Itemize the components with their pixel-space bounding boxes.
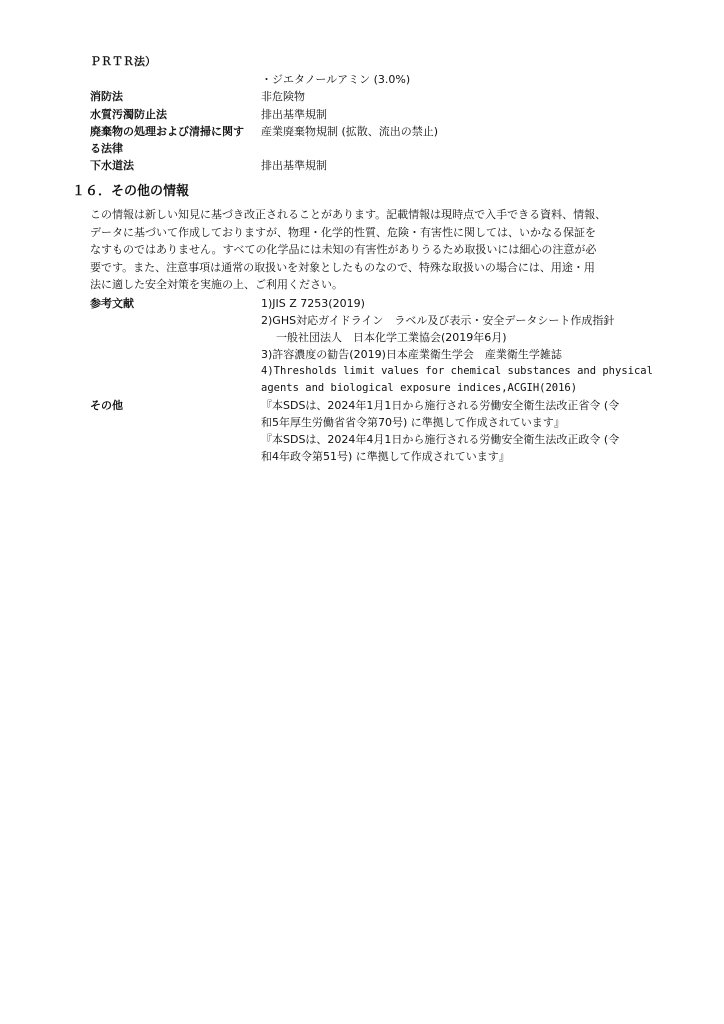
- section-16-paragraph: [90, 206, 670, 294]
- water-pollution-law-value: 排出基準規制: [261, 108, 327, 121]
- waste-law-label-line2: る法律: [90, 142, 123, 155]
- waste-law-label-line1: 廃棄物の処理および清掃に関す: [90, 125, 244, 138]
- other-line: 『本SDSは、2024年4月1日から施行される労働安全衛生法改正政令 (令: [261, 433, 620, 446]
- waste-law-value: 産業廃棄物規制 (拡散、流出の禁止): [261, 125, 439, 138]
- fire-service-law-value: 非危険物: [261, 90, 305, 103]
- references-label: 参考文献: [90, 297, 134, 310]
- paragraph-line: データに基づいて作成しておりますが、物理・化学的性質、危険・有害性に関しては、いかなる保証を: [90, 225, 596, 239]
- paragraph-line: この情報は新しい知見に基づき改正されることがあります。記載情報は現時点で入手できる資料、情報、: [90, 208, 607, 221]
- other-line: 和5年厚生労働省省令第70号) に準拠して作成されています』: [261, 416, 565, 429]
- reference-line: 1)JIS Z 7253(2019): [261, 297, 365, 310]
- water-pollution-law-label: 水質汚濁防止法: [90, 108, 167, 121]
- prtr-law-value: ・ジエタノールアミン (3.0%): [261, 73, 411, 86]
- sewerage-law-value: 排出基準規制: [261, 159, 327, 172]
- reference-line: 一般社団法人 日本化学工業協会(2019年6月): [276, 331, 507, 344]
- paragraph-line: なすものではありません。すべての化学品には未知の有害性がありうるため取扱いには細心の注意が必: [90, 243, 597, 257]
- section-16-heading: １６．その他の情報: [72, 184, 190, 199]
- fire-service-law-label: 消防法: [90, 90, 123, 103]
- reference-line: 2)GHS対応ガイドライン ラベル及び表示・安全データシート作成指針: [261, 314, 615, 327]
- reference-line: 4)Thresholds limit values for chemical substances and physical: [261, 365, 653, 377]
- paragraph-line: 要です。また、注意事項は通常の取扱いを対象としたものなので、特殊な取扱いの場合には、用途・用: [90, 260, 595, 274]
- paragraph-line: 法に適した安全対策を実施の上、ご利用ください。: [90, 278, 343, 292]
- reference-line: agents and biological exposure indices,ACGIH(2016): [261, 382, 578, 394]
- reference-line: 3)許容濃度の勧告(2019)日本産業衛生学会 産業衛生学雑誌: [261, 348, 562, 361]
- other-line: 『本SDSは、2024年1月1日から施行される労働安全衛生法改正省令 (令: [261, 399, 620, 412]
- sewerage-law-label: 下水道法: [90, 159, 134, 172]
- prtr-law-label: ＰＲＴＲ法）: [90, 55, 156, 68]
- other-line: 和4年政令第51号) に準拠して作成されています』: [261, 450, 510, 463]
- other-label: その他: [90, 399, 123, 412]
